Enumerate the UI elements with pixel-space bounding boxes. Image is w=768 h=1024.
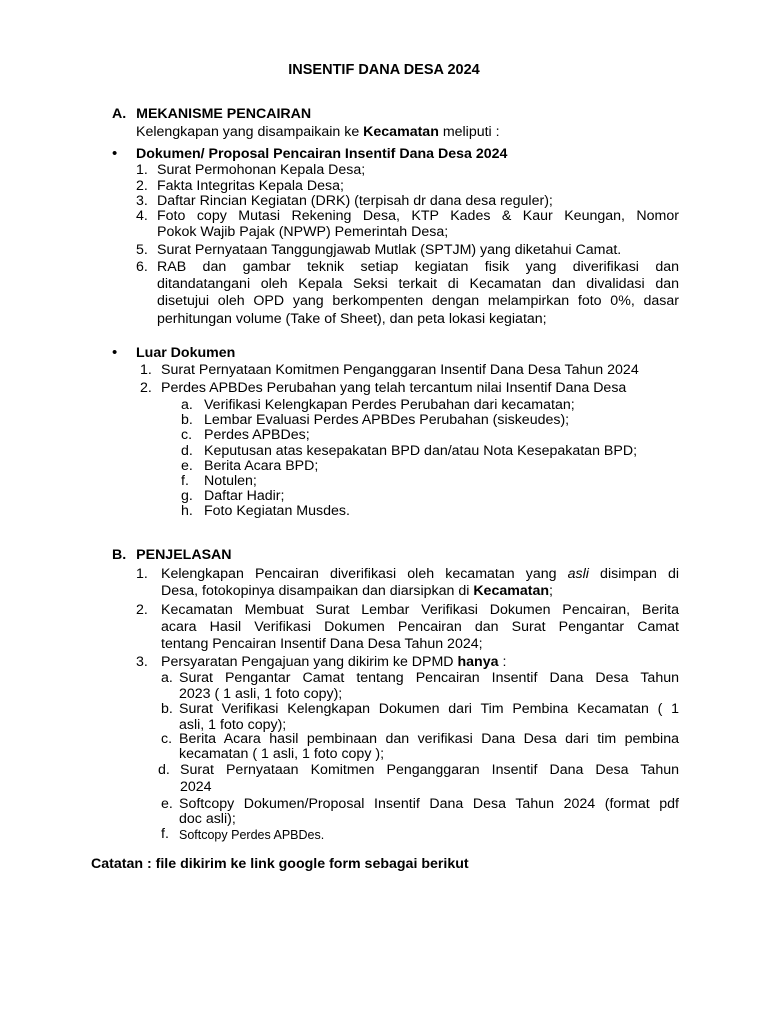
list-item-number: 5. bbox=[136, 242, 148, 258]
list-item-line: Pokok Wajib Pajak (NPWP) Pemerintah Desa; bbox=[157, 224, 449, 240]
sub-item: Foto Kegiatan Musdes. bbox=[204, 503, 350, 519]
list-item: Surat Permohonan Kepala Desa; bbox=[157, 162, 366, 178]
sub-item-letter: b. bbox=[181, 412, 193, 428]
list-item: Surat Pernyataan Tanggungjawab Mutlak (SPTJM) yang diketahui Camat. bbox=[157, 242, 622, 258]
bold-text: hanya bbox=[457, 654, 499, 670]
intro-text: Kelengkapan yang disampaikain ke bbox=[136, 124, 364, 140]
sub-item: Berita Acara BPD; bbox=[204, 458, 319, 474]
list-item-number: 1. bbox=[136, 162, 148, 178]
bold-text: Kecamatan bbox=[473, 583, 550, 599]
sub-item-letter: c. bbox=[181, 427, 193, 443]
sub-item: Notulen; bbox=[204, 473, 257, 489]
sub-item-letter: c. bbox=[161, 731, 173, 747]
intro-text-end: meliputi : bbox=[438, 124, 500, 140]
sub-item-letter: f. bbox=[161, 826, 169, 842]
sub-item-line: 2024 bbox=[180, 779, 212, 795]
list-item-line bbox=[161, 566, 679, 583]
sub-item: Perdes APBDes; bbox=[204, 427, 310, 443]
list-item-number: 3. bbox=[136, 193, 148, 209]
sub-item-line: 2023 ( 1 asli, 1 foto copy); bbox=[179, 686, 343, 702]
list-item-line: Kecamatan Membuat Surat Lembar Verifikasi Dokumen Pencairan, Berita bbox=[161, 602, 679, 618]
luar-dokumen-heading: Luar Dokumen bbox=[136, 345, 236, 361]
section-a-intro bbox=[136, 124, 500, 140]
list-item-number: 6. bbox=[136, 259, 148, 275]
text-run: Desa, fotokopinya disampaikan dan diarsipkan di bbox=[161, 583, 474, 599]
list-item-number: 2. bbox=[136, 178, 148, 194]
bullet-dot: • bbox=[112, 145, 118, 162]
sub-item-line: asli, 1 foto copy); bbox=[179, 717, 287, 733]
sub-item: Keputusan atas kesepakatan BPD dan/atau Nota Kesepakatan BPD; bbox=[204, 443, 638, 459]
text-run: : bbox=[498, 654, 507, 670]
list-item-number: 2. bbox=[136, 602, 148, 618]
list-item-line bbox=[161, 583, 553, 599]
text-run: disimpan di bbox=[588, 566, 679, 582]
italic-text: asli bbox=[567, 566, 589, 582]
sub-item-letter: a. bbox=[181, 397, 193, 413]
list-item-number: 3. bbox=[136, 654, 148, 670]
list-item-number: 1. bbox=[140, 362, 152, 378]
sub-item: Lembar Evaluasi Perdes APBDes Perubahan (siskeudes); bbox=[204, 412, 570, 428]
list-item-number: 2. bbox=[140, 380, 152, 396]
text-run: Persyaratan Pengajuan yang dikirim ke DPMD bbox=[161, 654, 458, 670]
document-title: INSENTIF DANA DESA 2024 bbox=[288, 62, 480, 78]
bullet-dot: • bbox=[112, 344, 118, 361]
sub-item-letter: d. bbox=[181, 443, 193, 459]
sub-item-letter: d. bbox=[158, 762, 170, 778]
section-b-marker: B. bbox=[112, 547, 127, 563]
text-run: Kelengkapan Pencairan diverifikasi oleh kecamatan yang bbox=[161, 566, 568, 582]
section-a-heading bbox=[112, 106, 311, 122]
text-run: ; bbox=[549, 583, 553, 599]
sub-item-line: Surat Pengantar Camat tentang Pencairan Insentif Dana Desa Tahun bbox=[179, 670, 679, 686]
section-b-title: PENJELASAN bbox=[136, 547, 232, 563]
catatan-note: Catatan : file dikirim ke link google form sebagai berikut bbox=[91, 856, 469, 872]
list-item-line: RAB dan gambar teknik setiap kegiatan fisik yang diverifikasi dan bbox=[157, 259, 679, 275]
list-item-line: tentang Pencairan Insentif Dana Desa Tahun 2024; bbox=[161, 636, 483, 652]
list-item: Surat Pernyataan Komitmen Penganggaran Insentif Dana Desa Tahun 2024 bbox=[161, 362, 639, 378]
list-item-line bbox=[161, 654, 506, 670]
list-item: Daftar Rincian Kegiatan (DRK) (terpisah dr dana desa reguler); bbox=[157, 193, 553, 209]
list-item-line: acara Hasil Verifikasi Dokumen Pencairan dan Surat Pengantar Camat bbox=[161, 619, 679, 635]
sub-item-line: Surat Pernyataan Komitmen Penganggaran Insentif Dana Desa Tahun bbox=[180, 762, 679, 778]
list-item: Fakta Integritas Kepala Desa; bbox=[157, 178, 344, 194]
sub-item-line: Softcopy Dokumen/Proposal Insentif Dana Desa Tahun 2024 (format pdf bbox=[179, 796, 679, 812]
sub-item: Daftar Hadir; bbox=[204, 488, 285, 504]
list-item-line: disetujui oleh OPD yang berkompenten dengan melampirkan foto 0%, dasar bbox=[157, 293, 679, 309]
list-item-line: Foto copy Mutasi Rekening Desa, KTP Kades & Kaur Keungan, Nomor bbox=[157, 208, 679, 224]
dokumen-heading: Dokumen/ Proposal Pencairan Insentif Dana Desa 2024 bbox=[136, 146, 508, 162]
sub-item: Verifikasi Kelengkapan Perdes Perubahan dari kecamatan; bbox=[204, 397, 575, 413]
sub-item-line: Softcopy Perdes APBDes. bbox=[179, 828, 325, 842]
sub-item-line: Berita Acara hasil pembinaan dan verifikasi Dana Desa dari tim pembina bbox=[179, 731, 679, 747]
section-a-marker: A. bbox=[112, 106, 127, 122]
sub-item-letter: e. bbox=[181, 458, 193, 474]
sub-item-letter: a. bbox=[161, 670, 173, 686]
intro-bold: Kecamatan bbox=[363, 124, 439, 140]
list-item-line: ditandatangani oleh Kepala Seksi terkait di Kecamatan dan divalidasi dan bbox=[157, 276, 679, 292]
sub-item-letter: g. bbox=[181, 488, 193, 504]
sub-item-letter: b. bbox=[161, 701, 173, 717]
sub-item-letter: f. bbox=[181, 473, 189, 489]
sub-item-line: Surat Verifikasi Kelengkapan Dokumen dari Tim Pembina Kecamatan ( 1 bbox=[179, 701, 679, 717]
sub-item-line: kecamatan ( 1 asli, 1 foto copy ); bbox=[179, 746, 385, 762]
section-b-heading bbox=[112, 547, 232, 563]
sub-item-letter: e. bbox=[161, 796, 173, 812]
list-item-number: 4. bbox=[136, 208, 148, 224]
section-a-title: MEKANISME PENCAIRAN bbox=[136, 106, 312, 122]
sub-item-letter: h. bbox=[181, 503, 193, 519]
list-item-line: perhitungan volume (Take of Sheet), dan peta lokasi kegiatan; bbox=[157, 311, 547, 327]
list-item: Perdes APBDes Perubahan yang telah tercantum nilai Insentif Dana Desa bbox=[161, 380, 627, 396]
sub-item-line: doc asli); bbox=[179, 811, 236, 827]
list-item-number: 1. bbox=[136, 566, 148, 582]
